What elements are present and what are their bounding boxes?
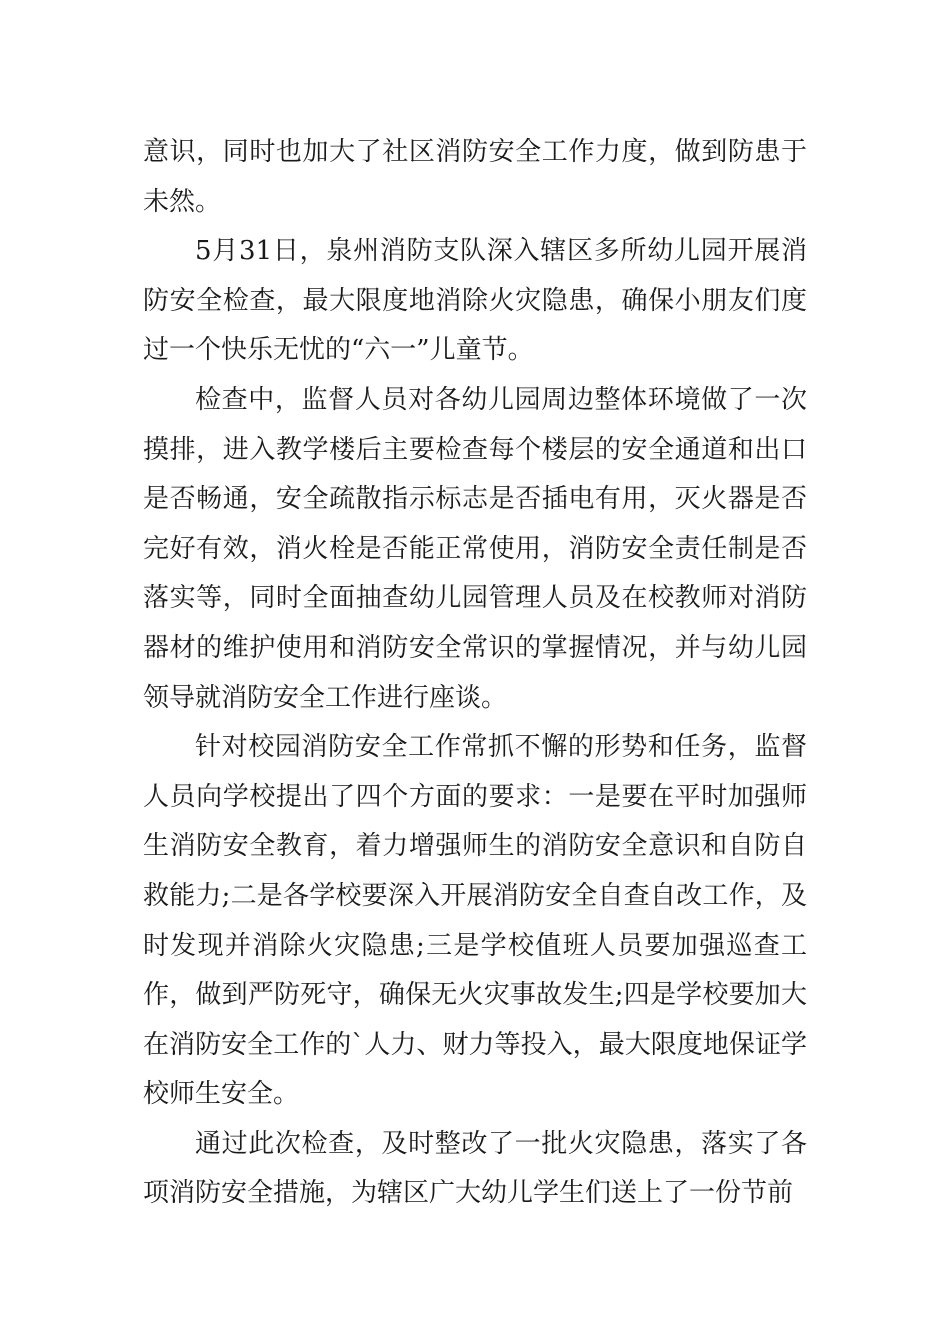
paragraph-requirements: 针对校园消防安全工作常抓不懈的形势和任务，监督人员向学校提出了四个方面的要求：一是要在平时加强师生消防安全教育，着力增强师生的消防安全意识和自防自救能力;二是各学校要深入开展消防安全自查自改工作，及时发现并消除火灾隐患;三是学校值班人员要加强巡查工作，做到严防死守，确保无火灾事故发生;四是学校要加大在消防安全工作的`人力、财力等投入，最大限度地保证学校师生安全。 — [143, 732, 807, 1110]
paragraph-inspection-details: 检查中，监督人员对各幼儿园周边整体环境做了一次摸排，进入教学楼后主要检查每个楼层的安全通道和出口是否畅通，安全疏散指示标志是否插电有用，灭火器是否完好有效，消火栓是否能正常使用，消防安全责任制是否落实等，同时全面抽查幼儿园管理人员及在校教师对消防器材的维护使用和消防安全常识的掌握情况，并与幼儿园领导就消防安全工作进行座谈。 — [143, 384, 807, 713]
paragraph-continued: 意识，同时也加大了社区消防安全工作力度，做到防患于未然。 — [143, 137, 807, 217]
paragraph-inspection-intro: 5月31日，泉州消防支队深入辖区多所幼儿园开展消防安全检查，最大限度地消除火灾隐患，确保小朋友们度过一个快乐无忧的“六一”儿童节。 — [143, 236, 807, 366]
document-body — [143, 128, 807, 1219]
paragraph-conclusion: 通过此次检查，及时整改了一批火灾隐患，落实了各项消防安全措施，为辖区广大幼儿学生们送上了一份节前 — [143, 1128, 807, 1209]
